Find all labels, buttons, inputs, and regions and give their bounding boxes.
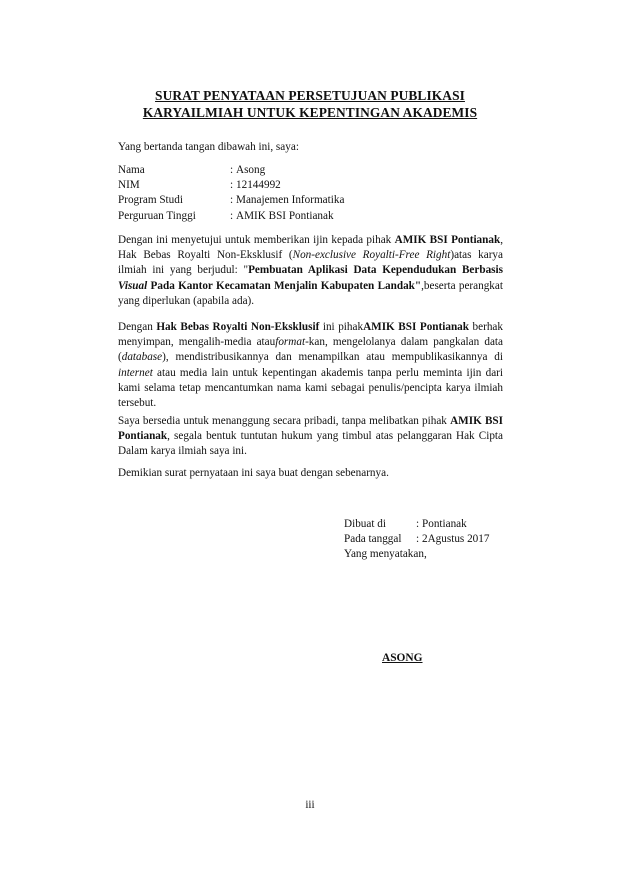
signature-place-row	[344, 517, 489, 532]
identity-label: NIM	[118, 179, 140, 192]
identity-label: Nama	[118, 164, 145, 176]
english-term: Non-exclusive Royalti-Free Right	[292, 249, 451, 262]
text-run: , segala bentuk tuntutan hukum yang timbul atas pelanggaran Hak Cipta Dalam karya ilmiah saya ini.	[118, 430, 503, 458]
italic-term: format	[275, 336, 306, 349]
institution-name: AMIK BSI Pontianak	[363, 321, 469, 333]
approval-paragraph	[118, 233, 503, 309]
date-label: Pada tanggal	[344, 533, 402, 546]
signature-date-row	[344, 532, 489, 547]
identity-row-program	[118, 193, 344, 208]
thesis-title-italic: Visual	[118, 279, 148, 292]
text-run: Dengan ini menyetujui untuk memberikan ijin kepada pihak	[118, 234, 395, 246]
text-run: Saya bersedia untuk menanggung secara pribadi, tanpa melibatkan pihak	[118, 415, 451, 427]
identity-table	[118, 163, 344, 224]
identity-colon: :	[230, 209, 234, 222]
text-run: -kan, mengelolanya dalam pangkalan data (	[118, 336, 503, 364]
italic-term: internet	[118, 366, 153, 379]
intro-text: Yang bertanda tangan dibawah ini, saya:	[118, 141, 299, 153]
date-colon: :	[416, 533, 420, 546]
text-run: ,beserta perangkat yang diperlukan (apabila ada).	[118, 279, 503, 307]
thesis-title: Pada Kantor Kecamatan Menjalin Kabupaten Landak"	[147, 279, 422, 292]
identity-label: Program Studi	[118, 194, 183, 207]
identity-label: Perguruan Tinggi	[118, 209, 196, 222]
signer-name: ASONG	[382, 652, 423, 664]
italic-term: database	[121, 351, 163, 364]
thesis-title: Pembuatan Aplikasi Data Kependudukan Berbasis	[248, 264, 503, 277]
date-value: 2Agustus 2017	[422, 533, 490, 546]
place-colon: :	[416, 518, 420, 530]
page-number: iii	[305, 799, 315, 811]
identity-value: Asong	[236, 164, 266, 176]
document-title-line-1: SURAT PENYATAAN PERSETUJUAN PUBLIKASI	[155, 88, 465, 103]
rights-term: Hak Bebas Royalti Non-Eksklusif	[156, 321, 320, 333]
place-label: Dibuat di	[344, 518, 386, 530]
text-run: , Hak Bebas Royalti Non-Eksklusif (	[118, 234, 503, 262]
signature-statement: Yang menyatakan,	[344, 548, 427, 561]
text-run: )atas karya ilmiah ini yang berjudul: "	[118, 249, 503, 277]
text-run: Dengan	[118, 321, 157, 333]
document-title-line-2: KARYAILMIAH UNTUK KEPENTINGAN AKADEMIS	[142, 105, 478, 120]
signature-block	[344, 517, 489, 563]
institution-name: AMIK BSI Pontianak	[118, 415, 504, 443]
identity-value: AMIK BSI Pontianak	[236, 209, 334, 222]
identity-row-institution	[118, 209, 344, 224]
text-run: ini pihak	[319, 321, 364, 333]
text-run: atau media lain untuk kepentingan akademis tanpa perlu meminta ijin dari kami selama tetap mencantumkan nama kami sebagai penulis/pencipta karya ilmiah tersebut.	[118, 366, 503, 410]
text-run: ), mendistribusikannya dan menampilkan atau mempublikasikannya di	[162, 351, 503, 364]
identity-colon: :	[230, 179, 234, 192]
identity-colon: :	[230, 194, 234, 207]
identity-colon: :	[230, 164, 234, 176]
closing-paragraph: Demikian surat pernyataan ini saya buat dengan sebenarnya.	[118, 467, 389, 479]
identity-row-name	[118, 163, 344, 178]
institution-name: AMIK BSI Pontianak	[394, 234, 501, 246]
identity-row-nim	[118, 178, 344, 193]
text-run: berhak menyimpan, mengalih-media atau	[118, 321, 503, 349]
liability-paragraph	[118, 414, 503, 460]
rights-paragraph	[118, 320, 503, 411]
place-value: Pontianak	[422, 518, 467, 530]
identity-value: Manajemen Informatika	[236, 194, 345, 207]
identity-value: 12144992	[236, 179, 281, 192]
